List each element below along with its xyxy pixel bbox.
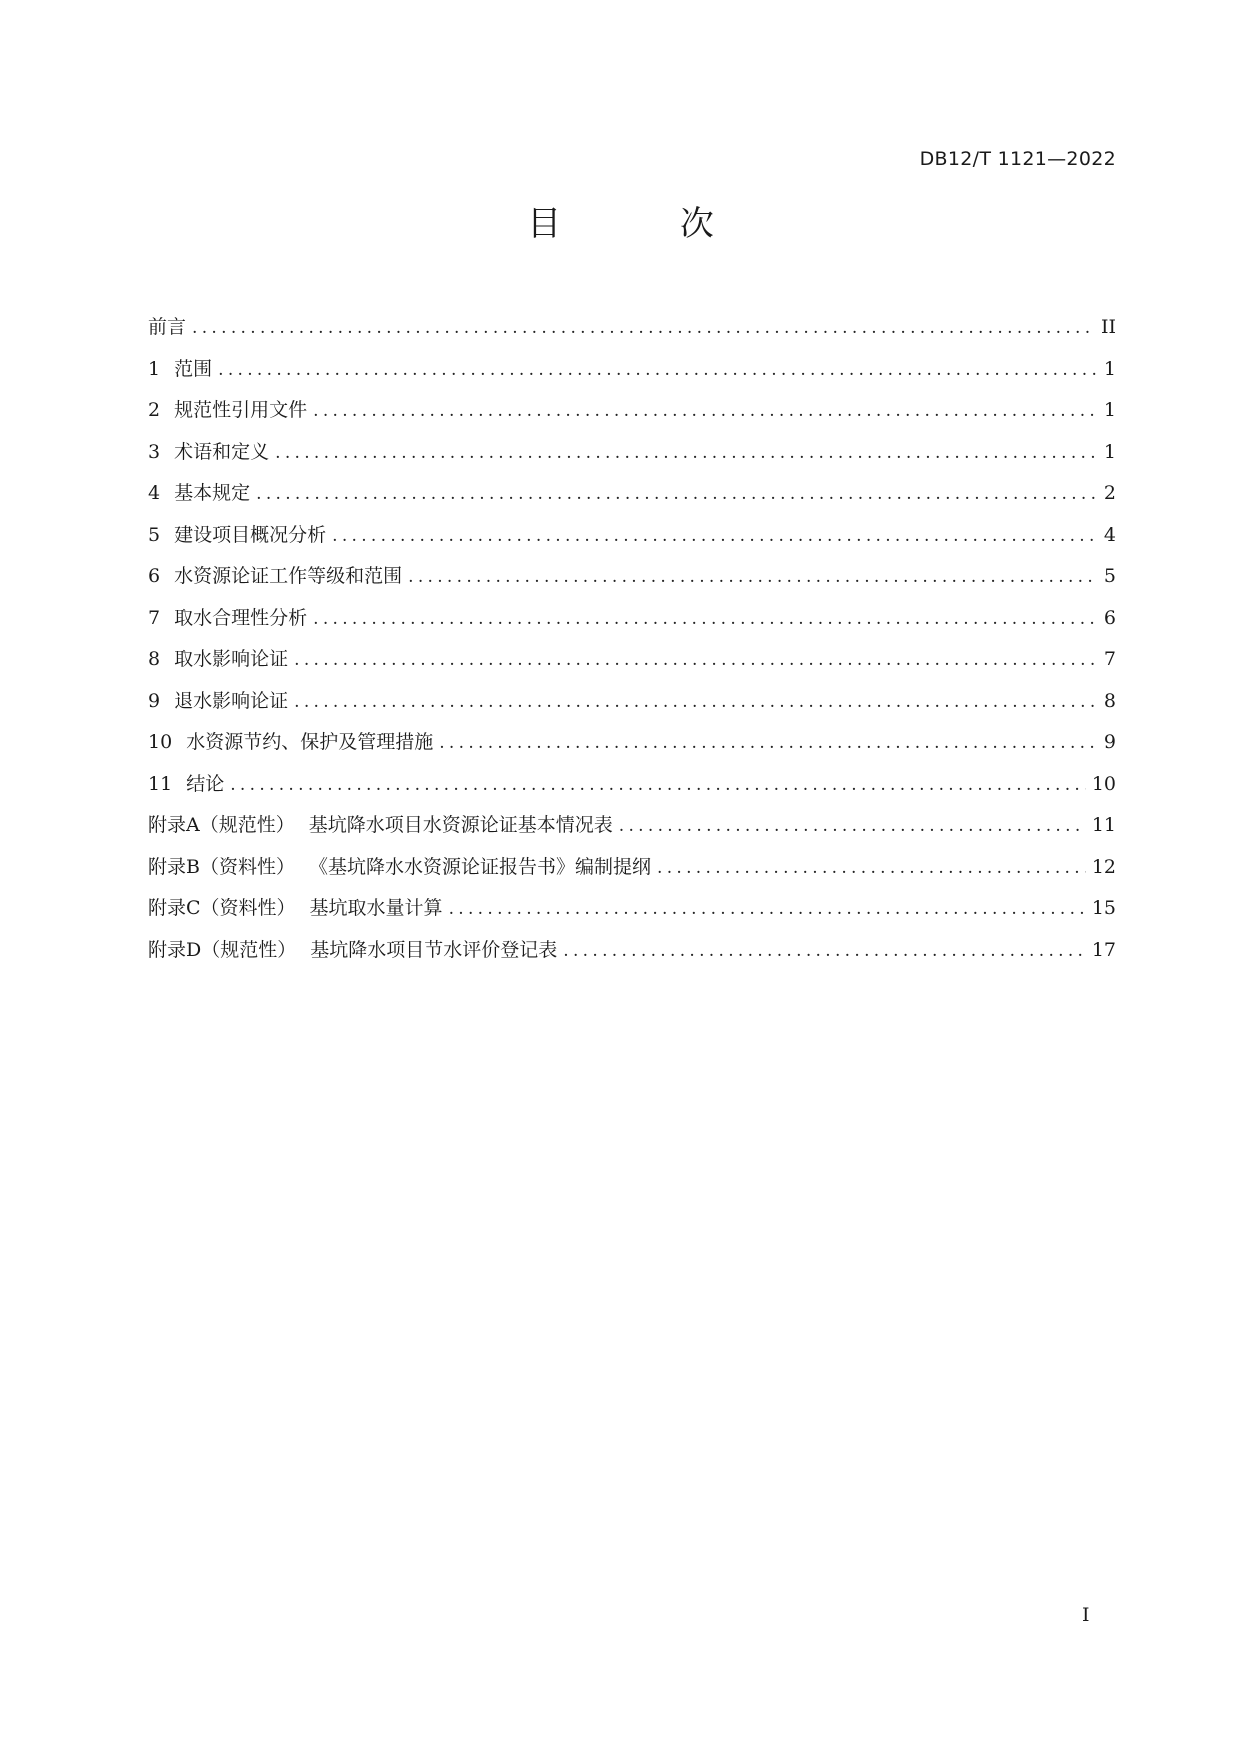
dot-leader (619, 816, 1086, 836)
standard-code: DB12/T 1121—2022 (919, 148, 1116, 170)
toc-entry-8[interactable] (148, 644, 1116, 686)
dot-leader (294, 692, 1098, 712)
dot-leader (408, 567, 1098, 587)
toc-entry-1[interactable] (148, 354, 1116, 396)
toc-page-number: 1 (1103, 440, 1116, 463)
toc-page-number: 2 (1103, 482, 1116, 504)
toc-page-number: 15 (1091, 897, 1116, 919)
toc-entry-label: 11 结论 (148, 772, 225, 795)
dot-leader (256, 484, 1098, 504)
toc-page-number: 17 (1091, 938, 1116, 961)
toc-entry-9[interactable] (148, 686, 1116, 728)
toc-page-number: 10 (1091, 772, 1116, 795)
toc-page-number: 8 (1103, 689, 1116, 712)
toc-entry-label: 2 规范性引用文件 (148, 399, 308, 421)
dot-leader (313, 609, 1098, 629)
dot-leader (439, 733, 1098, 753)
toc-entry-label: 附录C（资料性） 基坑取水量计算 (148, 897, 443, 919)
toc-entry-appendix-c[interactable] (148, 893, 1116, 935)
toc-entry-label: 1 范围 (148, 357, 213, 380)
toc-entry-appendix-a[interactable] (148, 810, 1116, 852)
toc-page-number: 7 (1103, 648, 1116, 670)
toc-entry-7[interactable] (148, 603, 1116, 645)
toc-entry-6[interactable] (148, 561, 1116, 603)
dot-leader (192, 318, 1095, 338)
table-of-contents (148, 312, 1116, 976)
toc-entry-foreword[interactable] (148, 312, 1116, 354)
toc-page-number: 6 (1103, 606, 1116, 629)
toc-entry-appendix-b[interactable] (148, 852, 1116, 894)
footer-page-number: I (1082, 1604, 1090, 1626)
dot-leader (294, 650, 1098, 670)
toc-entry-label: 5 建设项目概况分析 (148, 523, 327, 546)
toc-entry-2[interactable] (148, 395, 1116, 437)
toc-entry-3[interactable] (148, 437, 1116, 479)
toc-page-number: II (1100, 316, 1116, 338)
toc-entry-label: 4 基本规定 (148, 482, 251, 504)
toc-entry-label: 8 取水影响论证 (148, 648, 289, 670)
toc-page-number: 9 (1103, 731, 1116, 753)
toc-entry-label: 6 水资源论证工作等级和范围 (148, 565, 403, 587)
toc-page-number: 11 (1091, 814, 1116, 836)
dot-leader (313, 401, 1098, 421)
toc-entry-5[interactable] (148, 520, 1116, 562)
toc-entry-11[interactable] (148, 769, 1116, 811)
toc-entry-label: 3 术语和定义 (148, 440, 270, 463)
dot-leader (275, 443, 1098, 463)
toc-entry-label: 前言 (148, 316, 187, 338)
dot-leader (657, 858, 1086, 878)
toc-page-number: 12 (1091, 855, 1116, 878)
dot-leader (218, 360, 1098, 380)
toc-entry-label: 附录D（规范性） 基坑降水项目节水评价登记表 (148, 938, 558, 961)
toc-page-number: 1 (1103, 357, 1116, 380)
toc-entry-label: 附录B（资料性） 《基坑降水水资源论证报告书》编制提纲 (148, 855, 651, 878)
toc-entry-appendix-d[interactable] (148, 935, 1116, 977)
toc-page-number: 1 (1103, 399, 1116, 421)
dot-leader (563, 941, 1086, 961)
toc-entry-label: 9 退水影响论证 (148, 689, 289, 712)
dot-leader (332, 526, 1098, 546)
toc-entry-label: 10 水资源节约、保护及管理措施 (148, 731, 434, 753)
toc-entry-label: 7 取水合理性分析 (148, 606, 308, 629)
toc-entry-4[interactable] (148, 478, 1116, 520)
dot-leader (230, 775, 1086, 795)
page-title: 目 次 (527, 204, 768, 244)
dot-leader (449, 899, 1086, 919)
toc-page-number: 4 (1103, 523, 1116, 546)
toc-page-number: 5 (1103, 565, 1116, 587)
toc-entry-10[interactable] (148, 727, 1116, 769)
toc-entry-label: 附录A（规范性） 基坑降水项目水资源论证基本情况表 (148, 814, 613, 836)
